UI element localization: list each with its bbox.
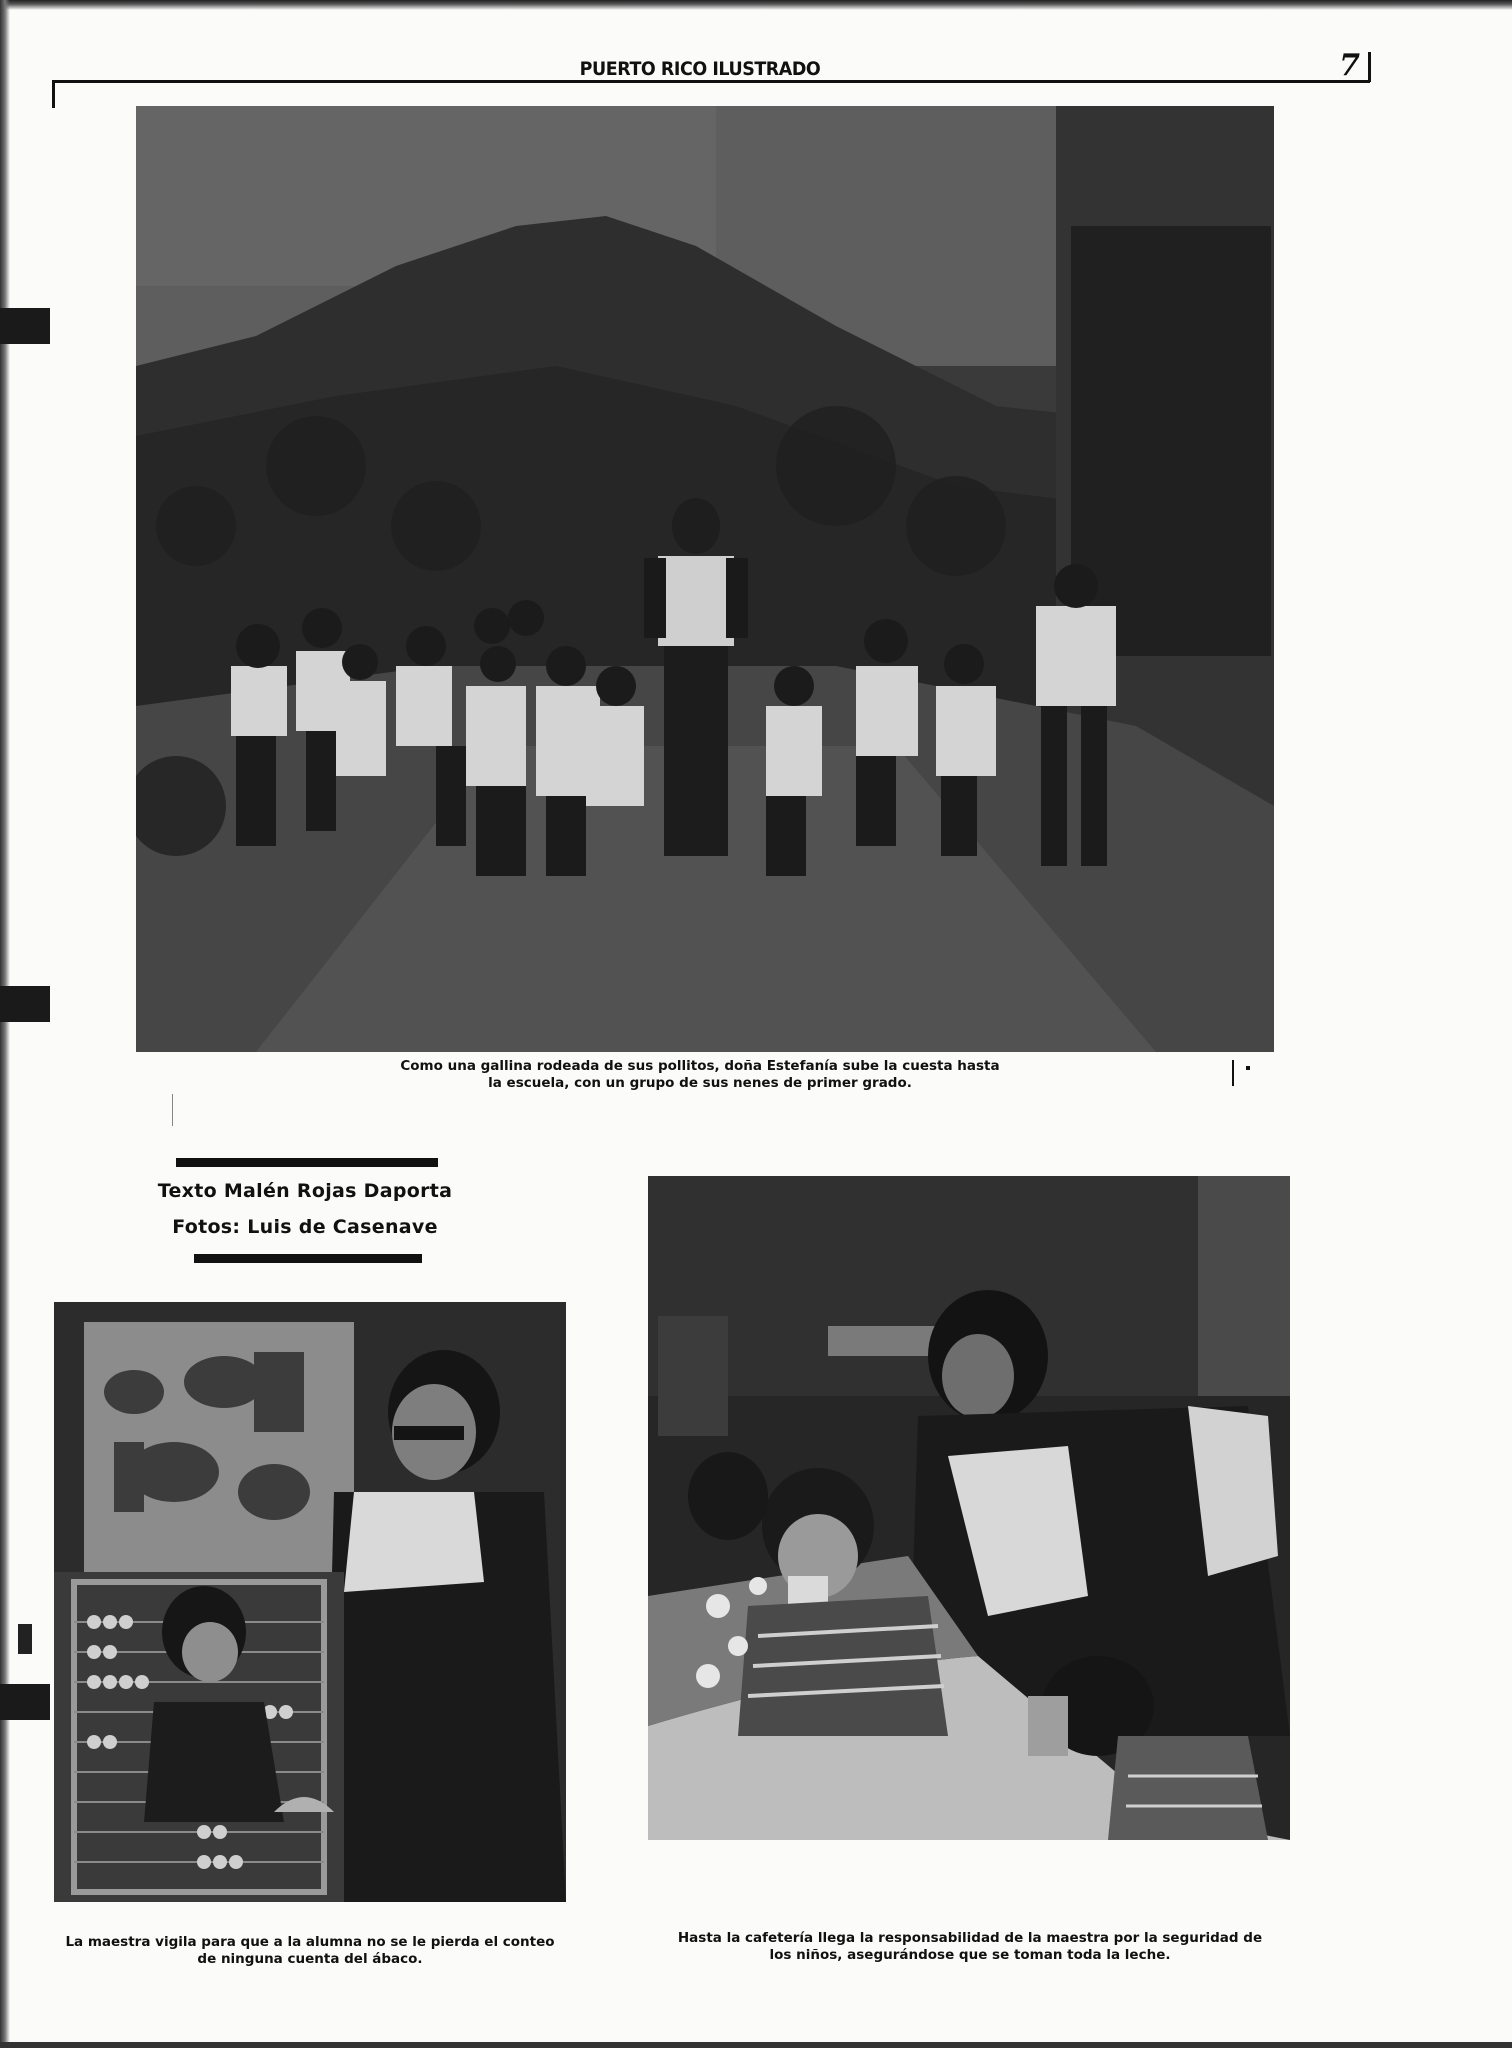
credits-rule-top [176,1158,438,1167]
page-corner-mark [1368,52,1371,82]
scan-edge-bottom [0,2042,1512,2048]
header-rule-tick [52,80,55,108]
photo-cafeteria-image [648,1176,1290,1840]
caption-left-line-1: La maestra vigila para que a la alumna no se le pierda el conteo [65,1934,555,1950]
binding-tab [0,1684,50,1720]
binding-mark [18,1624,32,1654]
photo-cafeteria [648,1176,1290,1840]
caption-left-line-2: de ninguna cuenta del ábaco. [197,1951,423,1967]
photo-teacher-abacus [54,1302,566,1902]
caption-left-photo [40,1934,580,1968]
credit-text-author: Texto Malén Rojas Daporta [157,1180,453,1202]
caption-right-line-2: los niños, asegurándose que se toman toda la leche. [769,1947,1171,1963]
binding-tab [0,986,50,1022]
scan-edge-top [0,0,1512,10]
binding-tab [0,308,50,344]
caption-main-line-2: la escuela, con un grupo de sus nenes de primer grado. [488,1075,912,1091]
print-mark [1246,1066,1250,1070]
print-mark [172,1094,173,1126]
caption-right-line-1: Hasta la cafetería llega la responsabilidad de la maestra por la seguridad de [677,1930,1263,1946]
photo-teacher-with-children-image [136,106,1274,1052]
page-number: 7 [1339,48,1360,83]
photo-teacher-with-children [136,106,1274,1052]
credit-photographer: Fotos: Luis de Casenave [172,1216,438,1238]
caption-main-line-1: Como una gallina rodeada de sus pollitos, doña Estefanía sube la cuesta hasta [400,1058,1000,1074]
credits-rule-bottom [194,1254,422,1263]
caption-main-photo [330,1058,1070,1092]
photo-teacher-abacus-image [54,1302,566,1902]
header-rule [52,80,1370,83]
caption-right-photo [640,1930,1300,1964]
print-mark [1232,1060,1234,1086]
publication-title: PUERTO RICO ILUSTRADO [579,58,821,80]
